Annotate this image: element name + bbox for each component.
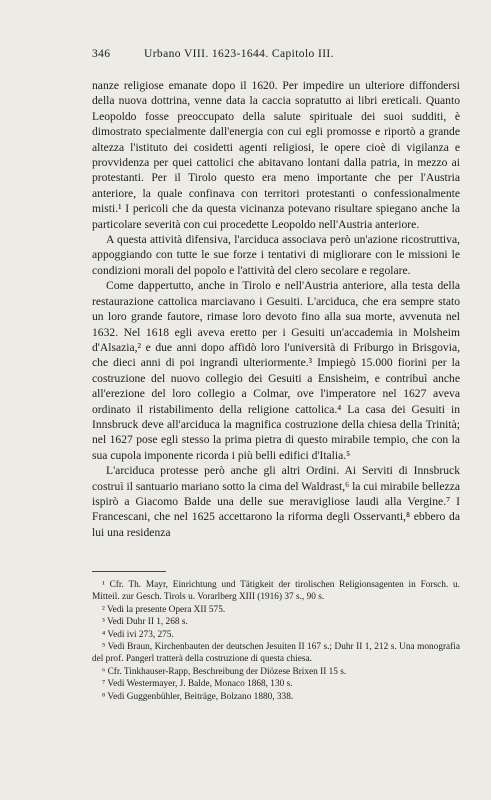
main-text xyxy=(92,78,460,540)
paragraph: nanze religiose emanate dopo il 1620. Per impedire un ulteriore diffondersi della nuova dottrina, venne data la caccia sopratutto ai libri ereticali. Quanto Leopoldo fosse preoccupato della salute spirituale dei suoi sudditi, è dimostrato specialmente dall'energia con cui egli promosse e riportò a grande altezza l'istituto dei cosidetti agenti religiosi, le opere cioè di vigilanza e provvidenza per quei cattolici che abitavano lontani dalla patria, in mezzo ai protestanti. Per il Tirolo questo era meno importante che per l'Austria anteriore, la quale confinava con territori protestanti o confessionalmente misti.¹ I pericoli che da questa vicinanza potevano risultare spiegano anche la particolare severità con cui procedette Leopoldo nell'Austria anteriore. xyxy=(92,79,460,231)
page-number: 346 xyxy=(92,48,111,60)
footnote: ³ Vedi Duhr II 1, 268 s. xyxy=(102,617,188,628)
running-header xyxy=(92,48,392,60)
footnote: ⁵ Vedi Braun, Kirchenbauten der deutschen Jesuiten II 167 s.; Duhr II 1, 212 s. Una monografia del prof. Pangerl tratterà della costruzione di questa chiesa. xyxy=(92,642,460,665)
footnote: ⁴ Vedi ivi 273, 275. xyxy=(102,629,174,640)
footnote: ¹ Cfr. Th. Mayr, Einrichtung und Tätigkeit der tirolischen Religionsagenten in Forsch. u. Mitteil. zur Gesch. Tirols u. Vorarlberg XIII (1916) 37 s., 90 s. xyxy=(92,580,460,603)
paragraph: L'arciduca protesse però anche gli altri Ordini. Ai Serviti di Innsbruck costruì il santuario mariano sotto la cima del Waldrast,⁶ la cui mirabile bellezza ispirò a Giacomo Balde una delle sue meravigliose laudi alla Vergine.⁷ I Francescani, che nel 1625 accettarono la riforma degli Osservanti,⁸ ebbero da lui una residenza xyxy=(92,464,460,539)
paragraph: Come dappertutto, anche in Tirolo e nell'Austria anteriore, alla testa della restaurazione cattolica marciavano i Gesuiti. L'arciduca, che era sempre stato un loro grande fautore, rimase loro devoto fino alla sua morte, avvenuta nel 1632. Nel 1618 egli aveva eretto per i Gesuiti un'accademia in Molsheim d'Alsazia,² e due anni dopo affidò loro l'università di Friburgo in Brisgovia, che dieci anni di poi ingrandì ulteriormente.³ Impiegò 15.000 fiorini per la costruzione del nuovo collegio dei Gesuiti a Ensisheim, e contribuì anche all'erezione del loro collegio a Colmar, ove l'imperatore nel 1627 aveva ordinato il ristabilimento della religione cattolica.⁴ La casa dei Gesuiti in Innsbruck deve all'arciduca la magnifica costruzione della chiesa della Trinità; nel 1627 pose egli stesso la prima pietra di questo mirabile tempio, che con la sua cupola imponente ricorda i più belli edifici d'Italia.⁵ xyxy=(92,279,460,462)
footnote: ⁷ Vedi Westermayer, J. Balde, Monaco 1868, 130 s. xyxy=(102,679,293,690)
footnote-separator xyxy=(92,571,166,572)
footnote: ² Vedi la presente Opera XII 575. xyxy=(102,604,226,615)
footnote: ⁶ Cfr. Tinkhauser-Rapp, Beschreibung der Diözese Brixen II 15 s. xyxy=(102,666,347,677)
paragraph: A questa attività difensiva, l'arciduca associava però un'azione ricostruttiva, appoggiando con tutte le sue forze i tentativi di migliorare con le missioni le condizioni morali del popolo e l'attività del clero secolare e regolare. xyxy=(92,233,460,277)
running-title: Urbano VIII. 1623-1644. Capitolo III. xyxy=(144,48,334,60)
footnote: ⁸ Vedi Guggenbühler, Beiträge, Bolzano 1880, 338. xyxy=(102,691,294,702)
footnotes xyxy=(92,579,460,703)
